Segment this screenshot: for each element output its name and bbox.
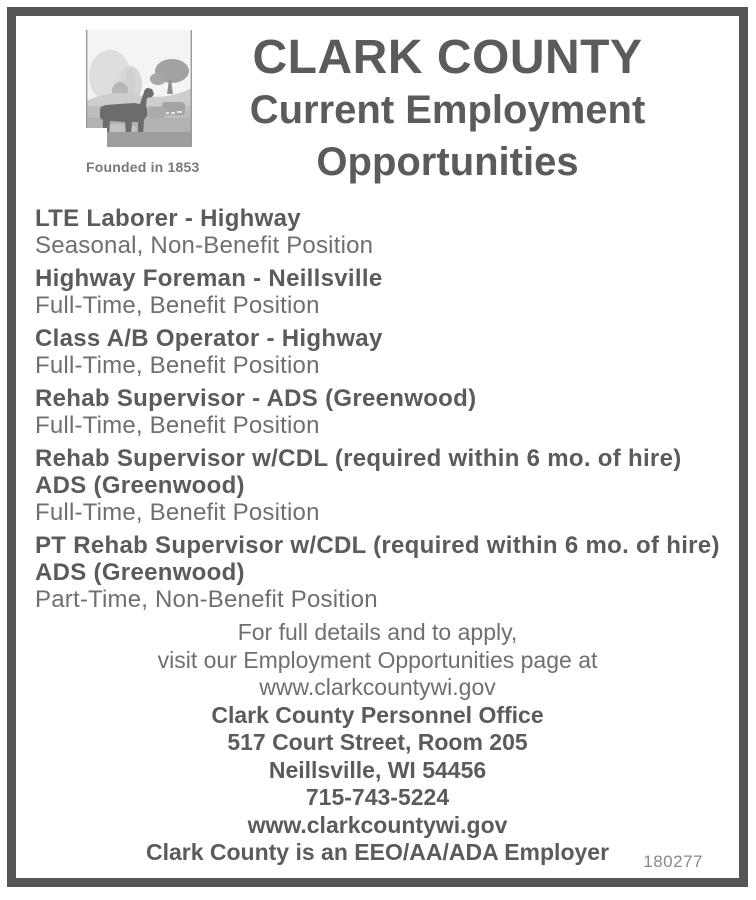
job-title-line-1: Rehab Supervisor w/CDL (required within 6 mo. of hire) [35,445,682,472]
job-listings [35,205,739,613]
job-title: Class A/B Operator - Highway [35,325,383,352]
website-url-bold: www.clarkcountywi.gov [247,811,508,838]
job-listing [35,265,739,319]
office-name: Clark County Personnel Office [211,701,544,728]
page-subtitle-line-2: Opportunities [316,140,579,184]
job-description: Full-Time, Benefit Position [35,499,320,526]
job-title: Highway Foreman - Neillsville [35,265,383,292]
job-listing [35,325,739,379]
job-listing [35,385,739,439]
job-listing [35,205,739,259]
ad-border-frame [7,7,748,887]
office-phone-number: 715-743-5224 [305,784,450,810]
apply-instructions-line-2: visit our Employment Opportunities page at [157,646,598,673]
job-title: LTE Laborer - Highway [35,205,301,232]
website-url: www.clarkcountywi.gov [259,674,496,700]
page-title: CLARK COUNTY [252,31,643,84]
ad-title-block [192,30,739,188]
job-title: Rehab Supervisor - ADS (Greenwood) [35,385,477,412]
job-description: Full-Time, Benefit Position [35,292,320,319]
logo-caption: Founded in 1853 [86,159,200,175]
apply-instructions-line-1: For full details and to apply, [237,619,518,645]
job-description: Full-Time, Benefit Position [35,352,320,379]
office-city-state-zip: Neillsville, WI 54456 [268,756,487,783]
ad-footer [16,619,739,867]
job-title-line-1: PT Rehab Supervisor w/CDL (required within 6 mo. of hire) [35,532,720,559]
clark-county-pasture-logo-icon [86,134,192,151]
county-logo-block [86,30,200,175]
job-description: Seasonal, Non-Benefit Position [35,232,374,259]
job-title-line-2: ADS (Greenwood) [35,559,245,586]
job-description: Full-Time, Benefit Position [35,412,320,439]
job-description: Part-Time, Non-Benefit Position [35,586,378,613]
ad-header [16,16,739,188]
job-listing [35,445,739,526]
office-street-address: 517 Court Street, Room 205 [227,729,528,755]
job-listing [35,532,739,613]
page-subtitle-line-1: Current Employment [249,88,646,132]
ad-content [16,16,739,878]
ad-reference-number: 180277 [643,852,703,871]
job-title-line-2: ADS (Greenwood) [35,472,245,499]
eeo-statement: Clark County is an EEO/AA/ADA Employer [145,839,610,865]
